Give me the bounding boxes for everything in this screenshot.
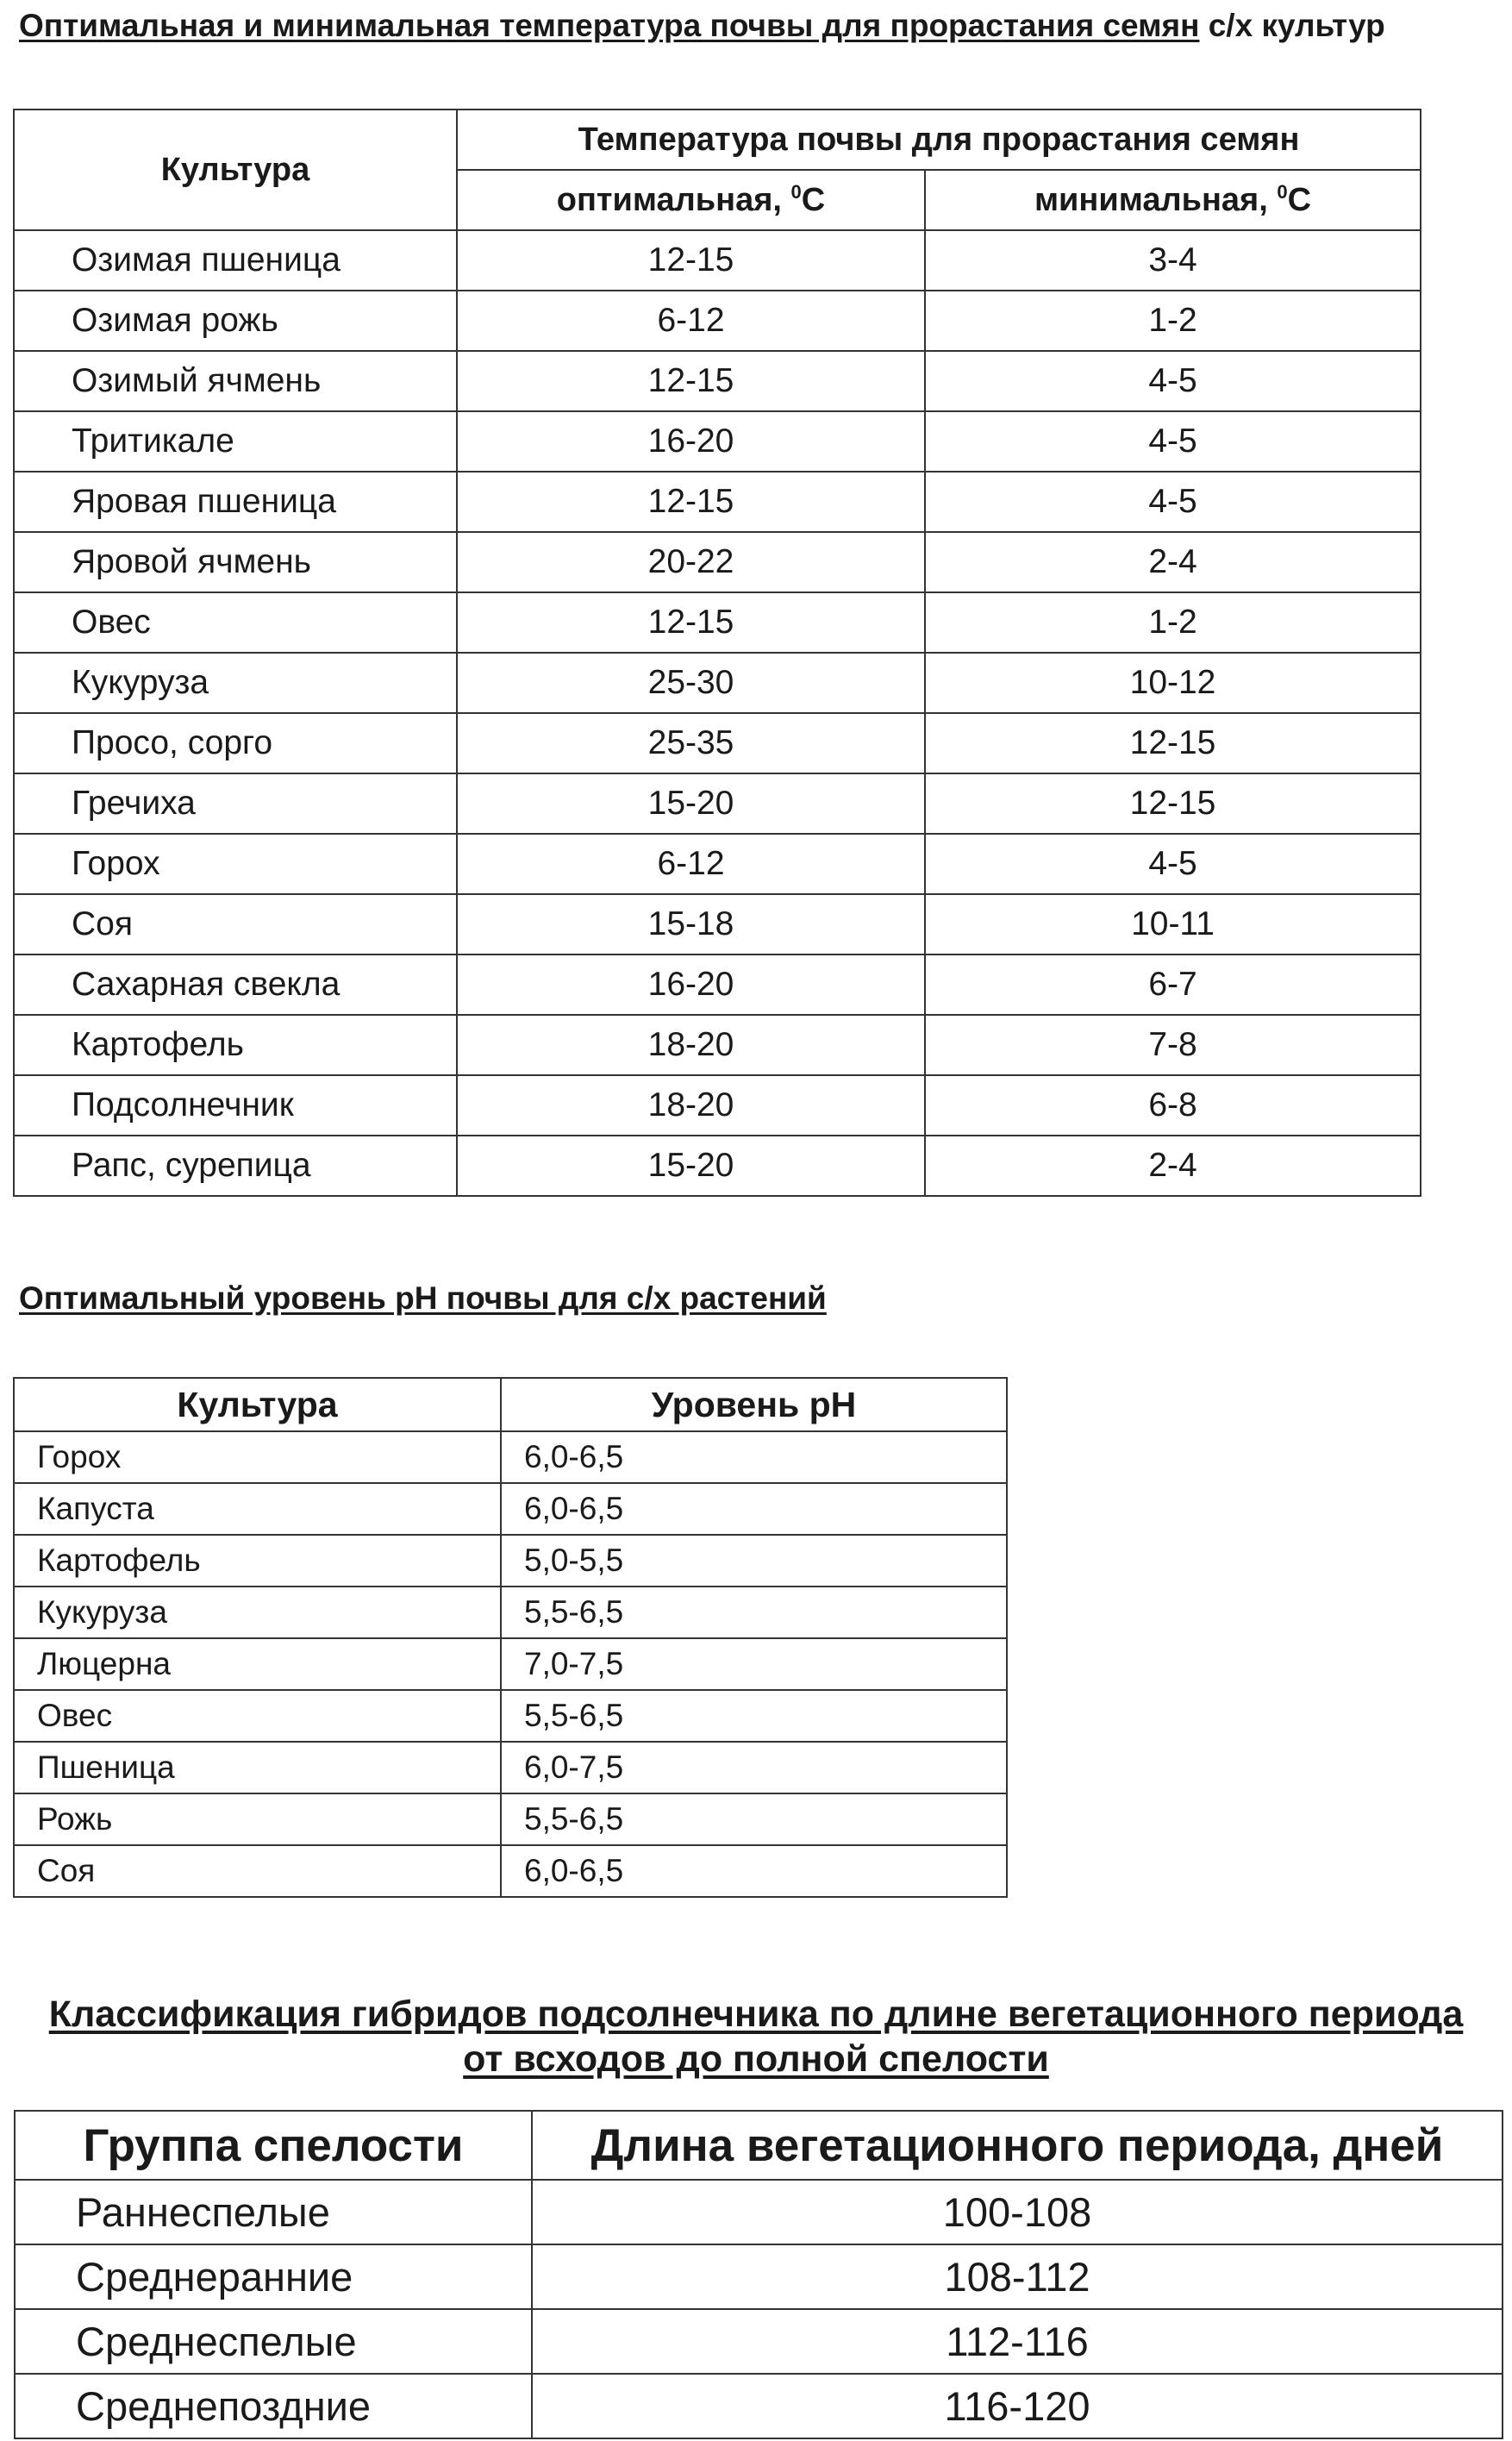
table-row bbox=[14, 1587, 1007, 1638]
optimal-temp-cell: 15-18 bbox=[457, 894, 925, 954]
sunflower-title-line2: от всходов до полной спелости bbox=[463, 2038, 1049, 2080]
maturity-group-cell: Раннеспелые bbox=[15, 2180, 532, 2244]
optimal-temp-cell: 15-20 bbox=[457, 773, 925, 834]
crop-cell: Яровая пшеница bbox=[14, 472, 457, 532]
crop-cell: Овес bbox=[14, 592, 457, 653]
header-optimal-label: оптимальная, bbox=[556, 181, 791, 218]
header-ph: Уровень рН bbox=[501, 1378, 1007, 1431]
table-row bbox=[14, 653, 1421, 713]
header-period-length: Длина вегетационного периода, дней bbox=[532, 2111, 1503, 2180]
crop-cell: Картофель bbox=[14, 1535, 501, 1587]
crop-cell: Соя bbox=[14, 1845, 501, 1897]
ph-table-title: Оптимальный уровень рН почвы для с/х растений bbox=[19, 1280, 827, 1316]
minimal-temp-cell: 12-15 bbox=[925, 713, 1421, 773]
header-minimal bbox=[925, 170, 1421, 230]
optimal-temp-cell: 20-22 bbox=[457, 532, 925, 592]
table-row bbox=[14, 1638, 1007, 1690]
table-row bbox=[14, 713, 1421, 773]
table-row bbox=[14, 894, 1421, 954]
crop-cell: Озимый ячмень bbox=[14, 351, 457, 411]
crop-cell: Озимая пшеница bbox=[14, 230, 457, 291]
table-row bbox=[14, 1075, 1421, 1136]
table-row bbox=[14, 472, 1421, 532]
minimal-temp-cell: 1-2 bbox=[925, 592, 1421, 653]
crop-cell: Картофель bbox=[14, 1015, 457, 1075]
minimal-temp-cell: 4-5 bbox=[925, 834, 1421, 894]
minimal-temp-cell: 2-4 bbox=[925, 532, 1421, 592]
optimal-temp-cell: 12-15 bbox=[457, 472, 925, 532]
sunflower-table bbox=[14, 2110, 1503, 2439]
table-row bbox=[14, 230, 1421, 291]
optimal-temp-cell: 18-20 bbox=[457, 1015, 925, 1075]
table-row bbox=[14, 954, 1421, 1015]
unit-label: С bbox=[801, 181, 826, 218]
period-days-cell: 116-120 bbox=[532, 2374, 1503, 2438]
ph-cell: 5,5-6,5 bbox=[501, 1587, 1007, 1638]
unit-label: С bbox=[1287, 181, 1312, 218]
crop-cell: Капуста bbox=[14, 1483, 501, 1535]
minimal-temp-cell: 2-4 bbox=[925, 1136, 1421, 1196]
temperature-table bbox=[13, 109, 1421, 1197]
crop-cell: Кукуруза bbox=[14, 653, 457, 713]
table-row bbox=[14, 773, 1421, 834]
minimal-temp-cell: 6-7 bbox=[925, 954, 1421, 1015]
crop-cell: Рожь bbox=[14, 1793, 501, 1845]
ph-cell: 5,0-5,5 bbox=[501, 1535, 1007, 1587]
table-row bbox=[14, 291, 1421, 351]
optimal-temp-cell: 16-20 bbox=[457, 411, 925, 472]
table-row bbox=[14, 1690, 1007, 1742]
minimal-temp-cell: 10-11 bbox=[925, 894, 1421, 954]
ph-cell: 7,0-7,5 bbox=[501, 1638, 1007, 1690]
period-days-cell: 100-108 bbox=[532, 2180, 1503, 2244]
header-crop: Культура bbox=[14, 110, 457, 230]
minimal-temp-cell: 12-15 bbox=[925, 773, 1421, 834]
minimal-temp-cell: 1-2 bbox=[925, 291, 1421, 351]
minimal-temp-cell: 10-12 bbox=[925, 653, 1421, 713]
header-row bbox=[14, 1378, 1007, 1431]
optimal-temp-cell: 6-12 bbox=[457, 834, 925, 894]
crop-cell: Горох bbox=[14, 834, 457, 894]
ph-cell: 6,0-6,5 bbox=[501, 1483, 1007, 1535]
minimal-temp-cell: 6-8 bbox=[925, 1075, 1421, 1136]
header-row bbox=[15, 2111, 1503, 2180]
crop-cell: Соя bbox=[14, 894, 457, 954]
optimal-temp-cell: 6-12 bbox=[457, 291, 925, 351]
ph-cell: 5,5-6,5 bbox=[501, 1690, 1007, 1742]
crop-cell: Сахарная свекла bbox=[14, 954, 457, 1015]
header-temperature-group: Температура почвы для прорастания семян bbox=[457, 110, 1421, 170]
crop-cell: Гречиха bbox=[14, 773, 457, 834]
optimal-temp-cell: 12-15 bbox=[457, 351, 925, 411]
optimal-temp-cell: 15-20 bbox=[457, 1136, 925, 1196]
header-row bbox=[14, 110, 1421, 170]
ph-cell: 5,5-6,5 bbox=[501, 1793, 1007, 1845]
sunflower-title-line1: Классификация гибридов подсолнечника по длине вегетационного периода bbox=[48, 1993, 1464, 2035]
crop-cell: Кукуруза bbox=[14, 1587, 501, 1638]
table-row bbox=[14, 411, 1421, 472]
table-row bbox=[14, 532, 1421, 592]
crop-cell: Рапс, сурепица bbox=[14, 1136, 457, 1196]
ph-cell: 6,0-7,5 bbox=[501, 1742, 1007, 1793]
optimal-temp-cell: 25-30 bbox=[457, 653, 925, 713]
crop-cell: Тритикале bbox=[14, 411, 457, 472]
period-days-cell: 112-116 bbox=[532, 2309, 1503, 2374]
temperature-table-title bbox=[19, 5, 1385, 47]
table-row bbox=[15, 2309, 1503, 2374]
maturity-group-cell: Среднеранние bbox=[15, 2244, 532, 2309]
period-days-cell: 108-112 bbox=[532, 2244, 1503, 2309]
table-row bbox=[14, 1136, 1421, 1196]
ph-cell: 6,0-6,5 bbox=[501, 1845, 1007, 1897]
table-row bbox=[15, 2374, 1503, 2438]
table-row bbox=[14, 1793, 1007, 1845]
sunflower-table-title bbox=[17, 1992, 1495, 2081]
table-row bbox=[14, 1742, 1007, 1793]
maturity-group-cell: Среднепоздние bbox=[15, 2374, 532, 2438]
minimal-temp-cell: 7-8 bbox=[925, 1015, 1421, 1075]
maturity-group-cell: Среднеспелые bbox=[15, 2309, 532, 2374]
crop-cell: Яровой ячмень bbox=[14, 532, 457, 592]
table-row bbox=[14, 1535, 1007, 1587]
degree-sup: 0 bbox=[1277, 180, 1288, 203]
table-row bbox=[14, 1431, 1007, 1483]
minimal-temp-cell: 4-5 bbox=[925, 411, 1421, 472]
degree-sup: 0 bbox=[790, 180, 802, 203]
header-minimal-label: минимальная, bbox=[1034, 181, 1278, 218]
temperature-title-underlined: Оптимальная и минимальная температура почвы для прорастания семян bbox=[19, 8, 1200, 43]
table-row bbox=[14, 1015, 1421, 1075]
optimal-temp-cell: 16-20 bbox=[457, 954, 925, 1015]
optimal-temp-cell: 12-15 bbox=[457, 230, 925, 291]
crop-cell: Подсолнечник bbox=[14, 1075, 457, 1136]
crop-cell: Пшеница bbox=[14, 1742, 501, 1793]
header-optimal bbox=[457, 170, 925, 230]
crop-cell: Люцерна bbox=[14, 1638, 501, 1690]
minimal-temp-cell: 4-5 bbox=[925, 351, 1421, 411]
table-row bbox=[14, 1845, 1007, 1897]
ph-cell: 6,0-6,5 bbox=[501, 1431, 1007, 1483]
minimal-temp-cell: 4-5 bbox=[925, 472, 1421, 532]
crop-cell: Овес bbox=[14, 1690, 501, 1742]
table-row bbox=[15, 2244, 1503, 2309]
table-row bbox=[15, 2180, 1503, 2244]
temperature-title-rest: с/х культур bbox=[1199, 8, 1385, 43]
minimal-temp-cell: 3-4 bbox=[925, 230, 1421, 291]
header-crop: Культура bbox=[14, 1378, 501, 1431]
optimal-temp-cell: 25-35 bbox=[457, 713, 925, 773]
header-maturity-group: Группа спелости bbox=[15, 2111, 532, 2180]
table-row bbox=[14, 592, 1421, 653]
table-row bbox=[14, 1483, 1007, 1535]
crop-cell: Озимая рожь bbox=[14, 291, 457, 351]
table-row bbox=[14, 834, 1421, 894]
table-row bbox=[14, 351, 1421, 411]
optimal-temp-cell: 12-15 bbox=[457, 592, 925, 653]
crop-cell: Горох bbox=[14, 1431, 501, 1483]
crop-cell: Просо, сорго bbox=[14, 713, 457, 773]
ph-table bbox=[13, 1377, 1008, 1898]
optimal-temp-cell: 18-20 bbox=[457, 1075, 925, 1136]
